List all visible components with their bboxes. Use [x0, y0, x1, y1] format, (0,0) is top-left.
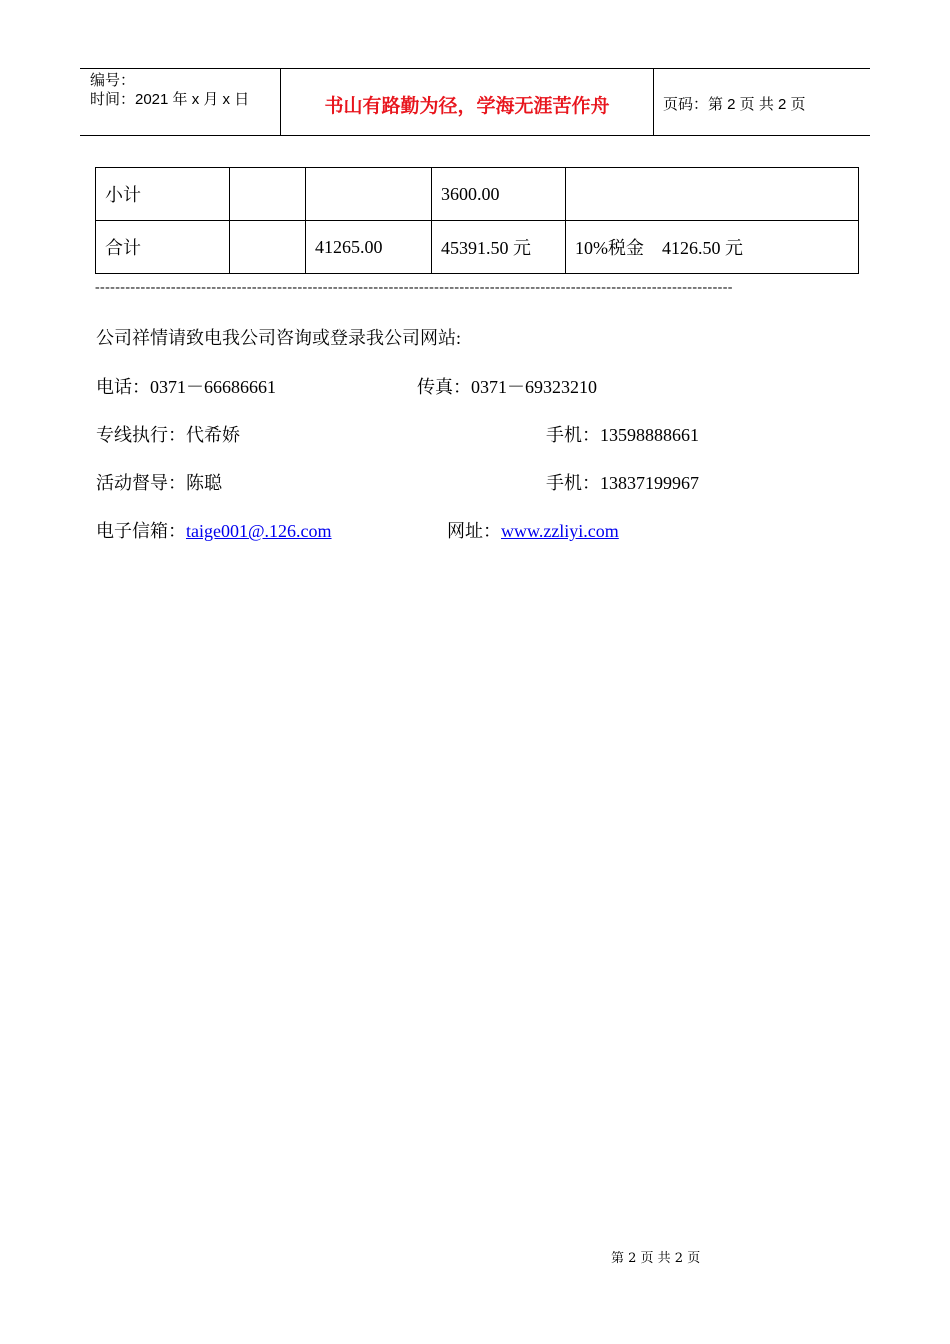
supervisor-text: 活动督导：陈聪	[96, 473, 222, 493]
table-cell: 合计	[96, 221, 230, 274]
executor-text: 专线执行：代希娇	[96, 425, 240, 445]
table-cell	[230, 168, 306, 221]
email-label: 电子信箱：	[96, 521, 186, 541]
table-cell: 41265.00	[306, 221, 432, 274]
table-row-subtotal	[96, 168, 859, 221]
table-cell: 3600.00	[432, 168, 566, 221]
fax-text: 传真：0371－69323210	[417, 377, 597, 397]
table-cell: 小计	[96, 168, 230, 221]
serial-number-label: 编号：	[90, 72, 136, 89]
website-row	[447, 517, 619, 543]
email-row	[96, 517, 332, 543]
summary-table	[95, 167, 859, 274]
header-meta	[80, 69, 281, 135]
table-row-total	[96, 221, 859, 274]
website-link[interactable]: www.zzliyi.com	[501, 521, 619, 541]
header-motto: 书山有路勤为径，学海无涯苦作舟	[281, 69, 654, 135]
table-cell	[566, 168, 859, 221]
date-label: 时间：2021 年 x 月 x 日	[90, 91, 250, 108]
contact-intro: 公司祥情请致电我公司咨询或登录我公司网站:	[96, 328, 461, 348]
table-cell: 45391.50 元	[432, 221, 566, 274]
website-label: 网址：	[447, 521, 501, 541]
page-header	[80, 68, 870, 136]
header-page-info: 页码：第 2 页 共 2 页	[663, 95, 806, 113]
table-cell	[306, 168, 432, 221]
table-cell: 10%税金 4126.50 元	[566, 221, 859, 274]
page-footer: 第 2 页 共 2 页	[611, 1251, 701, 1266]
dashed-separator: ------------------------------------------------------------------------------------------------------------------------------	[95, 280, 733, 295]
table-cell	[230, 221, 306, 274]
executor-mobile-text: 手机：13598888661	[546, 425, 699, 445]
email-link[interactable]: taige001@.126.com	[186, 521, 332, 541]
supervisor-mobile-text: 手机：13837199967	[546, 473, 699, 493]
phone-text: 电话：0371－66686661	[96, 377, 276, 397]
